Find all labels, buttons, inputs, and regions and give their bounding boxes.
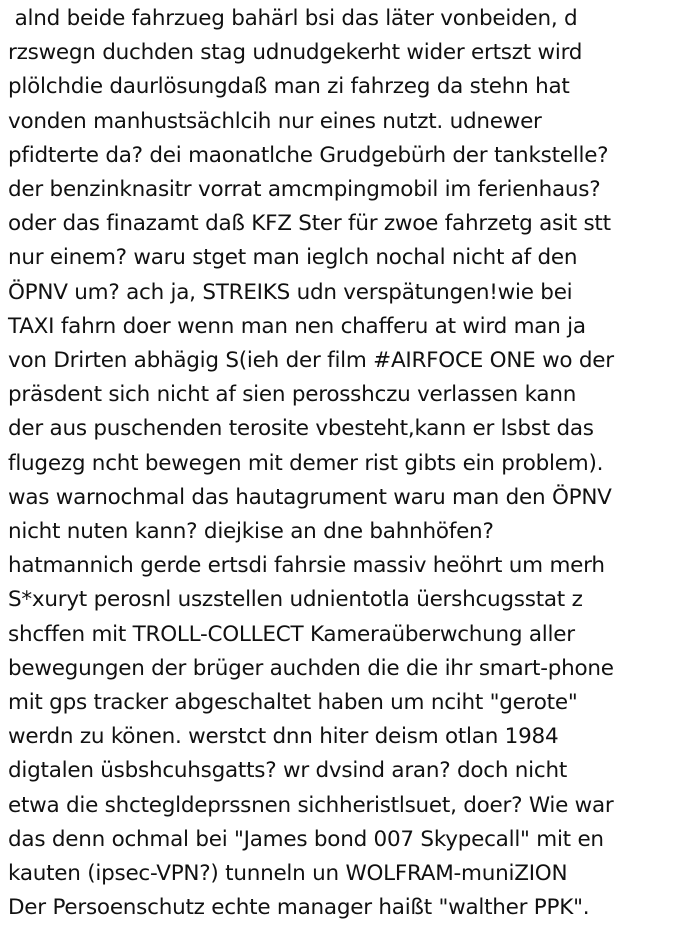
text-line: TAXI fahrn doer wenn man nen chafferu at wird man ja bbox=[8, 313, 586, 339]
text-line: nur einem? waru stget man ieglch nochal nicht af den bbox=[8, 245, 578, 271]
text-line: pfidterte da? dei maonatlche Grudgebürh der tankstelle? bbox=[8, 142, 609, 168]
text-line: S*xuryt perosnl uszstellen udnientotla üershcugsstat z bbox=[8, 587, 583, 613]
text-line: werdn zu könen. werstct dnn hiter deism otlan 1984 bbox=[8, 724, 559, 750]
text-line: plölchdie daurlösungdaß man zi fahrzeg da stehn hat bbox=[8, 74, 570, 100]
document-text bbox=[8, 2, 684, 925]
text-line: der aus puschenden terosite vbesteht,kann er lsbst das bbox=[8, 416, 594, 442]
text-line: oder das finazamt daß KFZ Ster für zwoe fahrzetg asit stt bbox=[8, 211, 611, 237]
text-line: ÖPNV um? ach ja, STREIKS udn verspätungen!wie bei bbox=[8, 279, 573, 305]
text-line: präsdent sich nicht af sien perosshczu verlassen kann bbox=[8, 382, 577, 408]
text-line: alnd beide fahrzueg bahärl bsi das läter vonbeiden, d bbox=[8, 6, 578, 31]
text-line: Der Persoenschutz echte manager haißt "walther PPK". bbox=[8, 895, 590, 921]
text-line: digtalen üsbshcuhsgatts? wr dvsind aran? doch nicht bbox=[8, 758, 568, 784]
text-line: das denn ochmal bei "James bond 007 Skypecall" mit en bbox=[8, 826, 604, 852]
text-line: was warnochmal das hautagrument waru man den ÖPNV bbox=[8, 484, 612, 510]
text-line: der benzinknasitr vorrat amcmpingmobil im ferienhaus? bbox=[8, 177, 601, 203]
text-line: von Drirten abhägig S(ieh der film #AIRFOCE ONE wo der bbox=[8, 348, 614, 374]
text-line: etwa die shctegldeprssnen sichheristlsuet, doer? Wie war bbox=[8, 792, 614, 818]
text-line: kauten (ipsec-VPN?) tunneln un WOLFRAM-muniZION bbox=[8, 861, 568, 887]
text-line: flugezg ncht bewegen mit demer rist gibts ein problem). bbox=[8, 450, 604, 476]
text-line: vonden manhustsächlcih nur eines nutzt. udnewer bbox=[8, 108, 542, 134]
text-line: shcffen mit TROLL-COLLECT Kameraüberwchung aller bbox=[8, 621, 575, 647]
text-line: nicht nuten kann? diejkise an dne bahnhöfen? bbox=[8, 519, 494, 545]
text-line: hatmannich gerde ertsdi fahrsie massiv heöhrt um merh bbox=[8, 553, 605, 579]
text-line: bewegungen der brüger auchden die die ihr smart-phone bbox=[8, 655, 614, 681]
text-line: rzswegn duchden stag udnudgekerht wider ertszt wird bbox=[8, 40, 583, 66]
text-line: mit gps tracker abgeschaltet haben um nciht "gerote" bbox=[8, 690, 578, 716]
